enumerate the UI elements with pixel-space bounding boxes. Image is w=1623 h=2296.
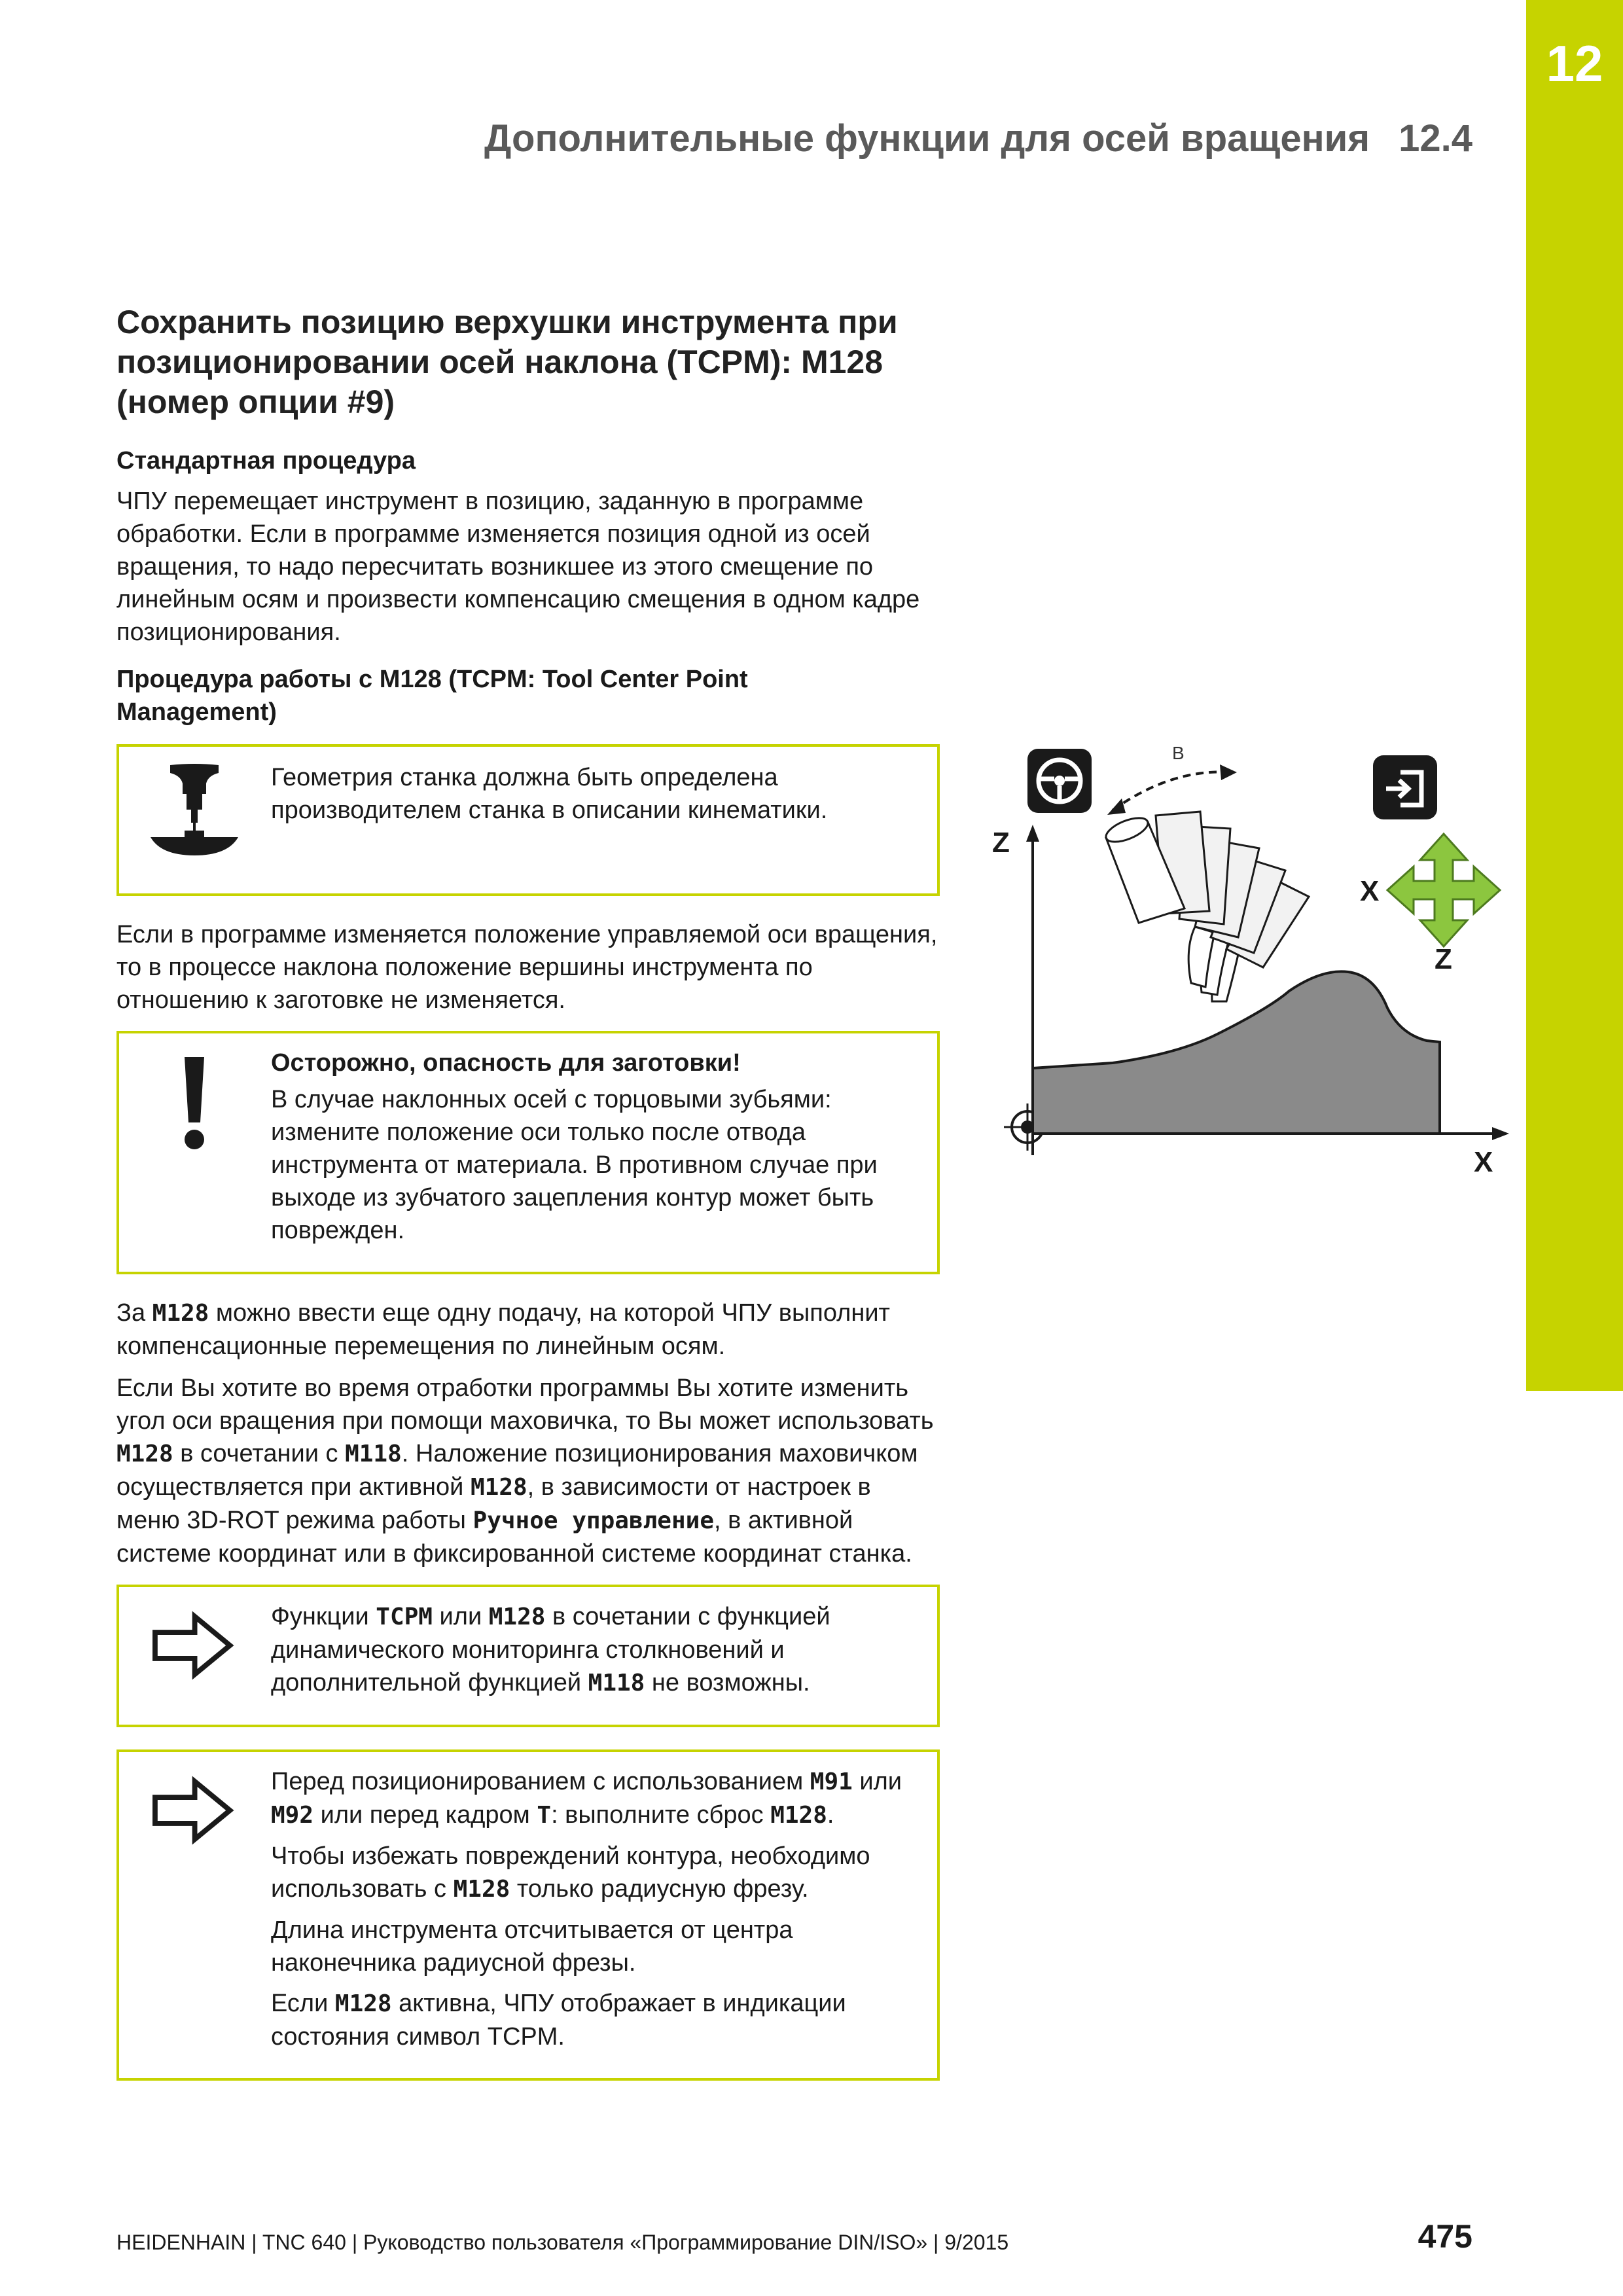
note2-item-status: Если M128 активна, ЧПУ отображает в индикации состояния символ TCPM. <box>271 1990 846 2051</box>
code-tcpm: TCPM <box>376 1604 433 1630</box>
warning-text: В случае наклонных осей с торцовыми зубьями: измените положение оси только после отвода инструмента от материала. В противном случае при выходе из зубчатого зацепления контур может быть поврежден. <box>271 1086 878 1244</box>
orientation-paragraph: Если в программе изменяется положение управляемой оси вращения, то в процессе наклона положение вершины инструмента по отношению к заготовке не изменяется. <box>116 921 938 1014</box>
note2-item-length: Длина инструмента отсчитывается от центра наконечника радиусной фрезы. <box>271 1916 793 1977</box>
warning-box <box>116 1031 940 1274</box>
code-m128: M128 <box>334 1990 392 2017</box>
heading-line-2: позиционировании осей наклона (TCPM): M128 <box>116 344 883 380</box>
info-note-1 <box>116 1585 940 1727</box>
info-note-2 <box>116 1749 940 2081</box>
standard-title: Стандартная процедура <box>116 447 416 475</box>
running-head-title: Дополнительные функции для осей вращения <box>484 117 1370 160</box>
code-t: T <box>537 1802 552 1829</box>
tcpm-diagram <box>982 726 1525 1224</box>
code-m118: M118 <box>345 1441 402 1467</box>
standard-text: ЧПУ перемещает инструмент в позицию, заданную в программе обработки. Если в программе изменяется позиция одной из осей вращения, то надо пересчитать возникшее из этого смещение по линейным осям и произвести компенсацию смещения в одном кадре позиционирования. <box>116 488 920 646</box>
footer-text: HEIDENHAIN | TNC 640 | Руководство пользователя «Программирование DIN/ISO» | 9/2015 <box>116 2231 1009 2254</box>
note1-text: Функции TCPM или M128 в сочетании с функцией динамического мониторинга столкновений и дополнительной функцией M118 не возможны. <box>271 1603 830 1696</box>
code-m128: M128 <box>470 1474 527 1501</box>
axis-label-x: X <box>1474 1146 1493 1178</box>
code-m91: M91 <box>810 1768 853 1795</box>
mode-manual: Ручное управление <box>473 1507 714 1534</box>
heading-line-3: (номер опции #9) <box>116 384 395 420</box>
chapter-tab <box>1526 0 1623 1391</box>
tool-positions <box>1103 812 1309 1001</box>
m128-title-line-1: Процедура работы с M128 (TCPM: Tool Center Point <box>116 666 748 693</box>
running-head-section: 12.4 <box>1399 117 1472 160</box>
label-b: B <box>1172 743 1185 763</box>
machine-spindle-icon <box>145 764 243 862</box>
note2-item-radius: Чтобы избежать повреждений контура, необходимо использовать с M128 только радиусную фрезу. <box>271 1842 870 1903</box>
m128-procedure-title <box>116 663 940 728</box>
warning-title: Осторожно, опасность для заготовки! <box>271 1049 741 1077</box>
code-m128: M128 <box>116 1441 173 1467</box>
code-m128: M128 <box>152 1300 209 1327</box>
page-heading <box>116 302 940 422</box>
page-number: 475 <box>1418 2218 1472 2255</box>
m128-title-line-2: Management) <box>116 698 277 726</box>
running-head <box>484 117 1472 160</box>
chapter-number: 12 <box>1546 35 1603 92</box>
arrow-right-icon <box>151 1603 236 1688</box>
arrow-right-icon <box>151 1768 236 1853</box>
arrow-label-z: Z <box>1435 943 1452 975</box>
feed-paragraph: За M128 можно ввести еще одну подачу, на которой ЧПУ выполнит компенсационные перемещения по линейным осям. <box>116 1299 890 1360</box>
main-column <box>116 302 940 2103</box>
machine-note-text: Геометрия станка должна быть определена производителем станка в описании кинематики. <box>271 764 828 824</box>
code-m128: M128 <box>770 1802 827 1829</box>
heading-line-1: Сохранить позицию верхушки инструмента при <box>116 304 898 340</box>
move-arrows-icon <box>1387 834 1500 946</box>
note2-item-reset: Перед позиционированием с использованием M91 или M92 или перед кадром T: выполните сброс M128. <box>271 1768 902 1829</box>
handwheel-paragraph: Если Вы хотите во время отработки программы Вы хотите изменить угол оси вращения при помощи маховичка, то Вы может использовать M128 в сочетании с M118. Наложение позиционирования маховичком осуществляется при активной M128, в зависимости от настроек в меню 3D-ROT режима работы Ручное управление, в активной системе координат или в фиксированной системе координат станка. <box>116 1374 934 1568</box>
axis-label-z: Z <box>992 827 1010 859</box>
workpiece <box>1033 971 1440 1134</box>
exclamation-icon <box>145 1054 243 1153</box>
arrow-label-x: X <box>1360 875 1380 907</box>
code-m118: M118 <box>588 1670 645 1696</box>
code-m128: M128 <box>488 1604 546 1630</box>
machine-note-box <box>116 744 940 896</box>
code-m128: M128 <box>453 1876 510 1903</box>
code-m92: M92 <box>271 1802 314 1829</box>
